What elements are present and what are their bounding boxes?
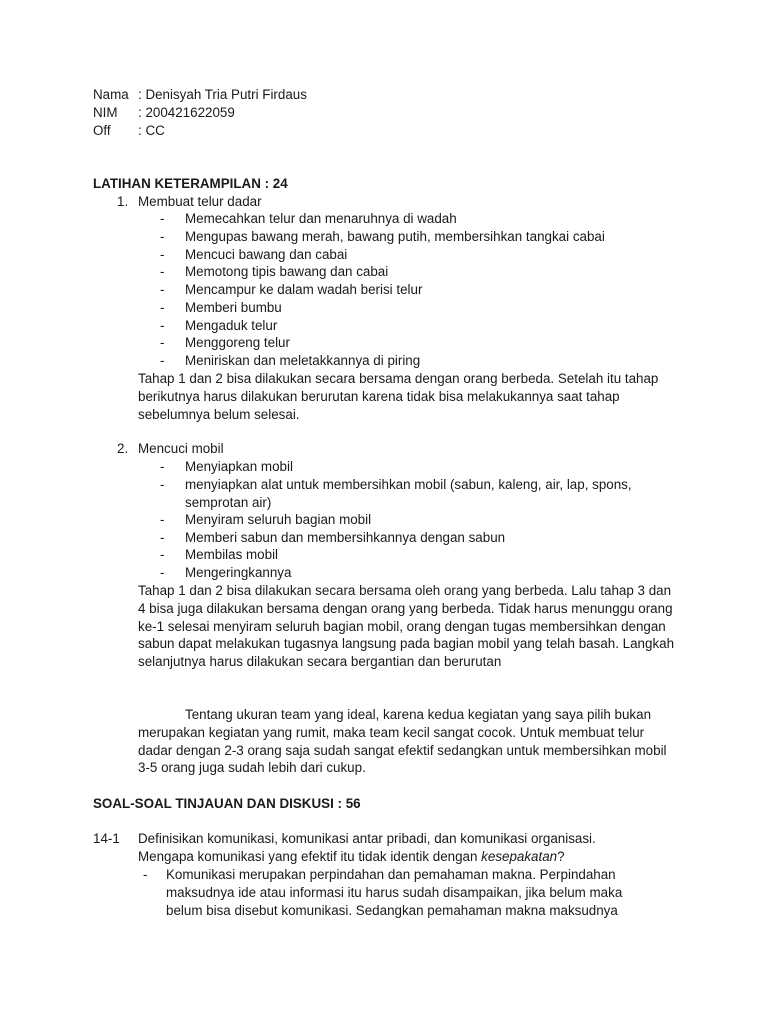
answer-dash: - [143,867,148,882]
off-value: : CC [138,123,165,138]
answer-text: Komunikasi merupakan perpindahan dan pemahaman makna. Perpindahan maksudnya ide atau informasi itu harus sudah disampaikan, jika belum maka belum bisa disebut komunikasi. Sedangkan pemahaman makna maksudnya [166,867,623,918]
list-dash: - [160,229,165,244]
nim-value: : 200421622059 [138,105,235,120]
list-item: Menyiapkan mobil [185,459,293,474]
question-text-b-main: Mengapa komunikasi yang efektif itu tidak identik dengan [138,849,482,864]
list-dash: - [160,282,165,297]
list-dash: - [160,459,165,474]
list-item: Memberi bumbu [185,300,282,315]
list-item: Mencuci bawang dan cabai [185,247,348,262]
task-note: Tahap 1 dan 2 bisa dilakukan secara bersama oleh orang yang berbeda. Lalu tahap 3 dan 4 bisa juga dilakukan bersama dengan orang yang berbeda. Tidak harus menunggu orang ke-1 selesai menyiram seluruh bagian mobil, orang dengan tugas membersihkan dengan sabun dapat melakukan tugasnya langsung pada bagian mobil yang telah basah. Langkah selanjutnya harus dilakukan secara bergantian dan berurutan [138,583,675,670]
question-text-b-end: ? [557,849,565,864]
list-item: Memecahkan telur dan menaruhnya di wadah [185,211,457,226]
list-item: Mencampur ke dalam wadah berisi telur [185,282,423,297]
nama-value: : Denisyah Tria Putri Firdaus [138,87,307,102]
task-number: 1. [117,194,129,209]
question-text-b [138,848,698,866]
list-item: Mengaduk telur [185,318,278,333]
list-item: Meniriskan dan meletakkannya di piring [185,353,421,368]
list-item: Mengupas bawang merah, bawang putih, membersihkan tangkai cabai [185,229,605,244]
list-dash: - [160,211,165,226]
list-item: Menggoreng telur [185,335,290,350]
task-note: Tahap 1 dan 2 bisa dilakukan secara bersama dengan orang berbeda. Setelah itu tahap berikutnya harus dilakukan berurutan karena tidak bisa melakukannya saat tahap sebelumnya belum selesai. [138,371,659,422]
list-dash: - [160,512,165,527]
list-item: Mengeringkannya [185,565,292,580]
list-dash: - [160,247,165,262]
list-dash: - [160,547,165,562]
task-title: Mencuci mobil [138,441,224,456]
question-text-b-italic: kesepakatan [481,849,558,864]
list-dash: - [160,318,165,333]
list-dash: - [160,264,165,279]
list-dash: - [160,565,165,580]
section-title-soal: SOAL-SOAL TINJAUAN DAN DISKUSI : 56 [93,796,361,811]
off-label: Off [93,123,111,138]
list-item: Membilas mobil [185,547,279,562]
list-dash: - [160,353,165,368]
question-text-a: Definisikan komunikasi, komunikasi antar pribadi, dan komunikasi organisasi. [138,831,596,846]
list-item: Menyiram seluruh bagian mobil [185,512,372,527]
question-number: 14-1 [93,831,120,846]
list-item: Memberi sabun dan membersihkannya dengan sabun [185,530,506,545]
list-item: menyiapkan alat untuk membersihkan mobil (sabun, kaleng, air, lap, spons, semprotan air) [185,477,632,510]
list-item: Memotong tipis bawang dan cabai [185,264,389,279]
list-dash: - [160,335,165,350]
list-dash: - [160,477,165,492]
task-title: Membuat telur dadar [138,194,262,209]
nim-label: NIM [93,105,118,120]
task-number: 2. [117,441,129,456]
list-dash: - [160,300,165,315]
closing-paragraph: Tentang ukuran team yang ideal, karena kedua kegiatan yang saya pilih bukan merupakan kegiatan yang rumit, maka team kecil sangat cocok. Untuk membuat telur dadar dengan 2-3 orang saja sudah sangat efektif sedangkan untuk membersihkan mobil 3-5 orang juga sudah lebih dari cukup. [138,707,667,776]
section-title-latihan: LATIHAN KETERAMPILAN : 24 [93,176,288,191]
nama-label: Nama [93,87,129,102]
list-dash: - [160,530,165,545]
